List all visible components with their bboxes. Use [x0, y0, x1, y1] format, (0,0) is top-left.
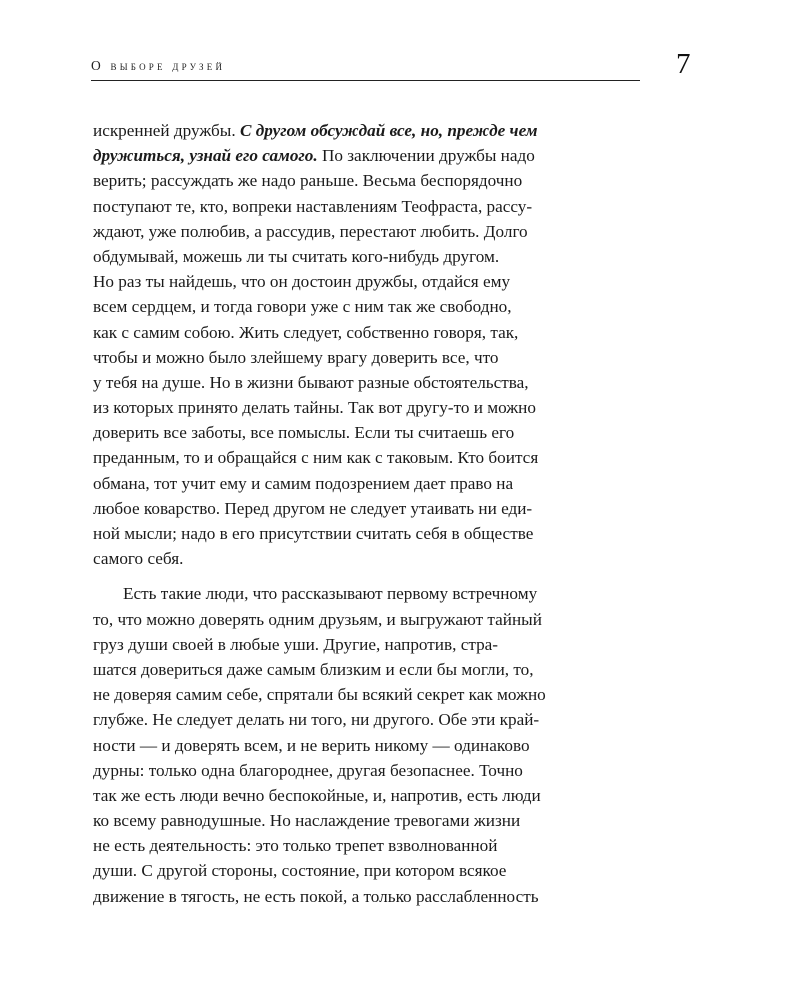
- text-line: любое коварство. Перед другом не следует утаивать ни еди-: [93, 498, 533, 518]
- text-span: искренней дружбы.: [93, 121, 240, 140]
- text-line: шатся довериться даже самым близким и если бы могли, то,: [93, 659, 534, 679]
- running-head-title: О выборе друзей: [91, 58, 226, 73]
- text-line: [93, 143, 683, 168]
- text-line: из которых принято делать тайны. Так вот другу-то и можно: [93, 398, 536, 418]
- text-line: обмана, тот учит ему и самим подозрением дает право на: [93, 473, 514, 493]
- text-line: глубже. Не следует делать ни того, ни другого. Обе эти край-: [93, 710, 540, 730]
- text-line: доверить все заботы, все помыслы. Если ты считаешь его: [93, 423, 515, 443]
- text-line: Есть такие люди, что рассказывают первому встречному: [123, 584, 538, 604]
- text-line: преданным, то и обращайся с ним как с таковым. Кто боится: [93, 448, 539, 468]
- text-line: не доверяя самим себе, спрятали бы всякий секрет как можно: [93, 685, 546, 705]
- text-line: обдумывай, можешь ли ты считать кого-нибудь другом.: [93, 246, 500, 266]
- text-line: ждают, уже полюбив, а рассудив, перестают любить. Долго: [93, 221, 528, 241]
- text-line: поступают те, кто, вопреки наставлениям Теофраста, рассу-: [93, 196, 533, 216]
- body-text: [93, 118, 683, 909]
- paragraph-1: [93, 118, 683, 571]
- text-line: самого себя.: [93, 549, 184, 569]
- text-line: дурны: только одна благороднее, другая безопаснее. Точно: [93, 760, 523, 780]
- text-line: как с самим собою. Жить следует, собственно говоря, так,: [93, 322, 519, 342]
- text-line: души. С другой стороны, состояние, при котором всякое: [93, 861, 507, 881]
- text-line: ко всему равнодушные. Но наслаждение тревогами жизни: [93, 811, 521, 831]
- text-line: не есть деятельность: это только трепет взволнованной: [93, 836, 498, 856]
- text-span: По заключении дружбы надо: [317, 146, 535, 166]
- text-line: то, что можно доверять одним друзьям, и выгружают тайный: [93, 609, 542, 629]
- emphasis-text: С другом обсуждай все, но, прежде чем: [239, 121, 538, 140]
- text-line: всем сердцем, и тогда говори уже с ним так же свободно,: [93, 297, 512, 317]
- text-line: ности — и доверять всем, и не верить никому — одинаково: [93, 735, 530, 755]
- text-line: чтобы и можно было злейшему врагу доверить все, что: [93, 347, 499, 367]
- paragraph-2: [93, 581, 683, 908]
- text-line: ной мысли; надо в его присутствии считать себя в обществе: [93, 524, 534, 543]
- text-line: у тебя на душе. Но в жизни бывают разные обстоятельства,: [93, 372, 529, 392]
- text-line: движение в тягость, не есть покой, а только расслабленность: [93, 886, 539, 906]
- emphasis-text: дружиться, узнай его самого.: [93, 146, 318, 166]
- page-number: 7: [676, 48, 691, 80]
- text-line: [93, 118, 683, 143]
- text-line: верить; рассуждать же надо раньше. Весьма беспорядочно: [93, 171, 523, 191]
- running-header: [91, 56, 640, 81]
- text-line: так же есть люди вечно беспокойные, и, напротив, есть люди: [93, 785, 541, 805]
- text-line: груз души своей в любые уши. Другие, напротив, стра-: [93, 634, 499, 654]
- text-line: Но раз ты найдешь, что он достоин дружбы, отдайся ему: [93, 272, 511, 292]
